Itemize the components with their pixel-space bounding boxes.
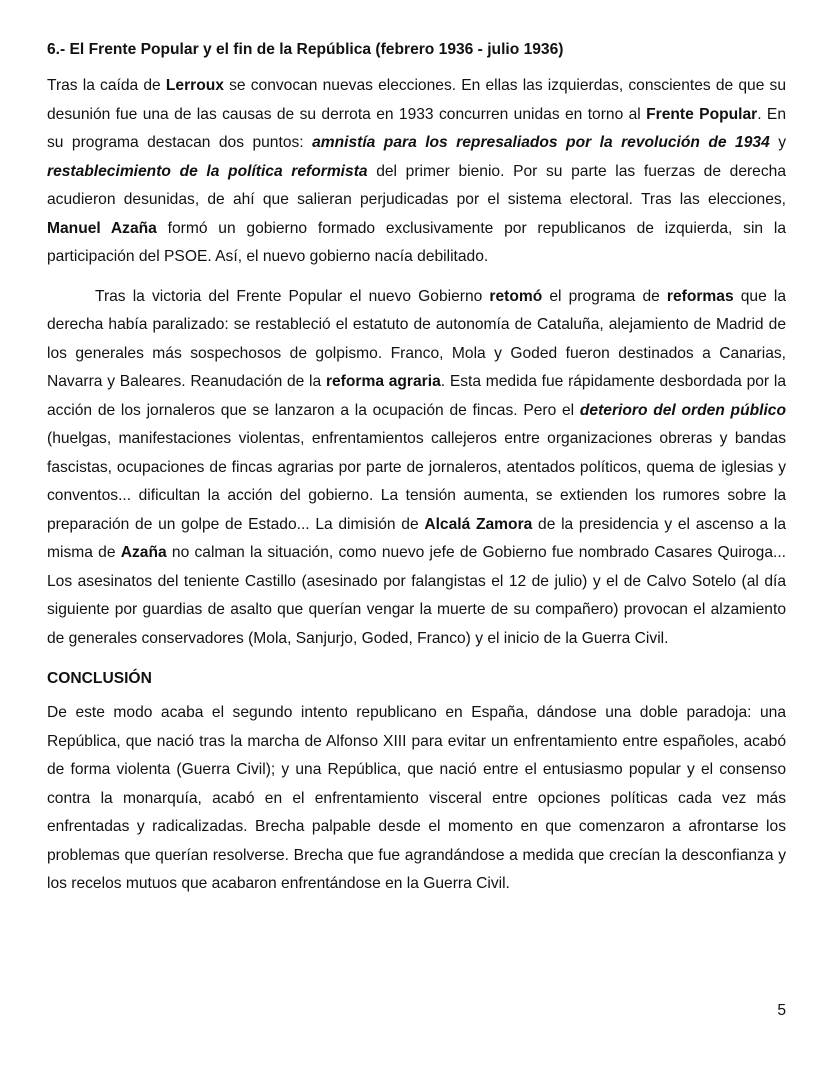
bold-manuel-azana: Manuel Azaña — [47, 219, 157, 237]
bold-frente-popular: Frente Popular — [646, 105, 758, 123]
text-run: (huelgas, manifestaciones violentas, enfrentamientos callejeros entre organizaciones obreras y bandas fascistas, ocupaciones de fincas agrarias por parte de jornaleros, atentados políticos, quema de iglesias y conventos... dificultan la acción del gobierno. La tensión aumenta, se extienden los rumores sobre la preparación de un golpe de Estado... La dimisión de — [47, 430, 786, 533]
bold-italic-deterioro: deterioro del orden público — [579, 401, 786, 419]
bold-reformas: reformas — [666, 287, 734, 305]
text-run: del primer bienio. Por su parte las fuerzas de derecha acudieron desunidas, de ahí que salieran perjudicadas por el sistema electoral. Tras las elecciones, — [47, 162, 786, 208]
bold-azana: Azaña — [120, 544, 167, 561]
bold-retomo: retomó — [489, 287, 543, 305]
bold-alcala-zamora: Alcalá Zamora — [424, 515, 533, 533]
paragraph-frente-popular — [47, 72, 786, 272]
text-run: Tras la caída de — [47, 77, 166, 94]
bold-lerroux: Lerroux — [165, 77, 224, 94]
bold-italic-restablecimiento: restablecimiento de la política reformista — [47, 162, 368, 180]
text-run: . En su programa destacan dos puntos: — [47, 105, 786, 151]
text-run: y — [769, 134, 787, 151]
text-run: se convocan nuevas elecciones. En ellas las izquierdas, conscientes de que su desunión fue una de las causas de su derrota en 1933 concurren unidas en torno al — [47, 77, 786, 123]
text-run: formó un gobierno formado exclusivamente por republicanos de izquierda, sin la participación del PSOE. Así, el nuevo gobierno nacía debilitado. — [47, 219, 786, 265]
text-run: de la presidencia y el ascenso a la misma de — [47, 515, 787, 561]
text-run: que la derecha había paralizado: se restableció el estatuto de autonomía de Cataluña, alejamiento de Madrid de los generales más sospechosos de golpismo. Franco, Mola y Goded fueron destinados a Canarias, Navarra y Baleares. Reanudación de la — [47, 287, 786, 390]
text-run: . Esta medida fue rápidamente desbordada por la acción de los jornaleros que se lanzaron a la ocupación de fincas. Pero el — [47, 373, 787, 419]
bold-italic-amnistia: amnistía para los represaliados por la revolución de 1934 — [312, 134, 770, 151]
text-run: no calman la situación, como nuevo jefe de Gobierno fue nombrado Casares Quiroga... Los asesinatos del teniente Castillo (asesinado por falangistas el 12 de julio) y el de Calvo Sotelo (al día siguiente por guardias de asalto que querían vengar la muerte de su compañero) provocan el alzamiento de generales conservadores (Mola, Sanjurjo, Goded, Franco) y el inicio de la Guerra Civil. — [47, 544, 786, 647]
paragraph-nuevo-gobierno — [47, 283, 786, 654]
page-number: 5 — [777, 1002, 786, 1019]
text-run: Tras la victoria del Frente Popular el nuevo Gobierno — [95, 287, 490, 305]
bold-reforma-agraria: reforma agraria — [325, 373, 441, 390]
section-title: 6.- El Frente Popular y el fin de la República (febrero 1936 - julio 1936) — [47, 41, 564, 58]
document-page — [47, 40, 786, 899]
conclusion-title: CONCLUSIÓN — [47, 670, 152, 687]
paragraph-conclusion: De este modo acaba el segundo intento republicano en España, dándose una doble paradoja: una República, que nació tras la marcha de Alfonso XIII para evitar un enfrentamiento entre españoles, acabó de forma violenta (Guerra Civil); y una República, que nació entre el entusiasmo popular y el consenso contra la monarquía, acabó en el enfrentamiento visceral entre opciones políticas cada vez más enfrentadas y radicalizadas. Brecha palpable desde el momento en que comenzaron a afrontarse los problemas que querían resolverse. Brecha que fue agrandándose a medida que crecían la desconfianza y los recelos mutuos que acabaron enfrentándose en la Guerra Civil. — [47, 704, 786, 892]
text-run: el programa de — [542, 287, 667, 305]
